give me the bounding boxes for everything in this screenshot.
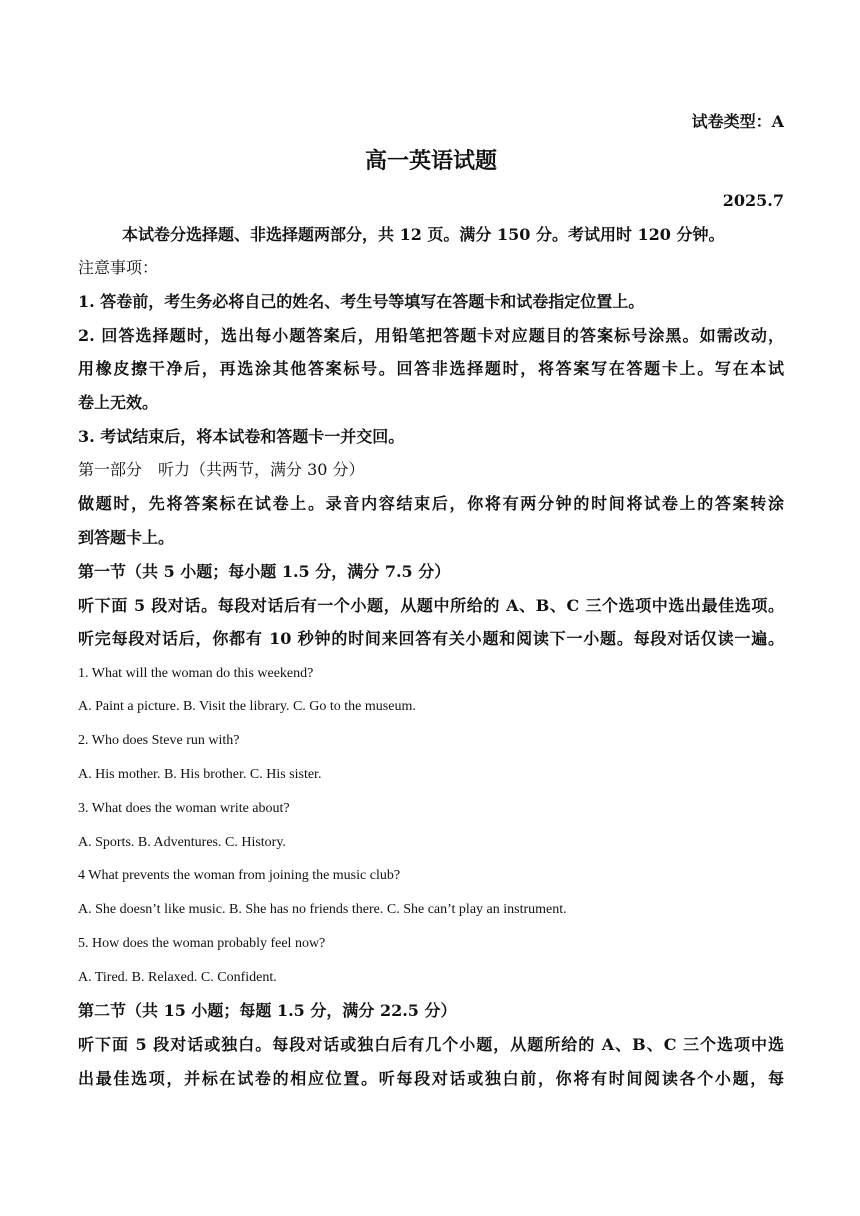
question-4: 4 What prevents the woman from joining the music club? (78, 868, 401, 883)
section1-heading: 第一节（共 5 小题；每小题 1.5 分，满分 7.5 分） (78, 562, 451, 581)
notes-heading: 注意事项： (78, 258, 159, 277)
question-2-options: A. His mother. B. His brother. C. His sister. (78, 767, 322, 782)
part1-instructions-line-2: 到答题卡上。 (78, 528, 175, 547)
part1-heading: 第一部分 听力（共两节，满分 30 分） (78, 460, 365, 479)
note-item-1: 1. 答卷前，考生务必将自己的姓名、考生号等填写在答题卡和试卷指定位置上。 (78, 292, 645, 311)
note-item-3: 3. 考试结束后，将本试卷和答题卡一并交回。 (78, 427, 405, 446)
question-3-options: A. Sports. B. Adventures. C. History. (78, 835, 286, 850)
question-1: 1. What will the woman do this weekend? (78, 666, 314, 681)
question-2: 2. Who does Steve run with? (78, 733, 240, 748)
note-item-2-line-2: 用橡皮擦干净后，再选涂其他答案标号。回答非选择题时，将答案写在答题卡上。写在本试 (78, 359, 784, 378)
page-title: 高一英语试题 (364, 148, 497, 174)
section1-instructions-line-2: 听完每段对话后，你都有 10 秒钟的时间来回答有关小题和阅读下一小题。每段对话仅读一遍。 (78, 629, 784, 648)
question-1-options: A. Paint a picture. B. Visit the library. C. Go to the museum. (78, 699, 416, 714)
question-4-options: A. She doesn’t like music. B. She has no friends there. C. She can’t play an instrument. (78, 902, 567, 917)
section2-instructions-line-1: 听下面 5 段对话或独白。每段对话或独白后有几个小题，从题所给的 A、B、C 三个选项中选 (78, 1035, 784, 1054)
section2-instructions-line-2: 出最佳选项，并标在试卷的相应位置。听每段对话或独白前，你将有时间阅读各个小题，每 (78, 1069, 784, 1088)
part1-instructions-line-1: 做题时，先将答案标在试卷上。录音内容结束后，你将有两分钟的时间将试卷上的答案转涂 (78, 494, 784, 513)
paper-type: 试卷类型：A (691, 112, 784, 131)
note-item-2-line-3: 卷上无效。 (78, 393, 159, 412)
intro-text: 本试卷分选择题、非选择题两部分，共 12 页。满分 150 分。考试用时 120 分钟。 (122, 225, 725, 244)
question-5: 5. How does the woman probably feel now? (78, 936, 326, 951)
section2-heading: 第二节（共 15 小题；每题 1.5 分，满分 22.5 分） (78, 1001, 457, 1020)
note-item-2-line-1: 2. 回答选择题时，选出每小题答案后，用铅笔把答题卡对应题目的答案标号涂黑。如需改动， (78, 326, 784, 345)
exam-date: 2025.7 (722, 191, 784, 210)
section1-instructions-line-1: 听下面 5 段对话。每段对话后有一个小题，从题中所给的 A、B、C 三个选项中选出最佳选项。 (78, 596, 784, 615)
question-3: 3. What does the woman write about? (78, 801, 290, 816)
question-5-options: A. Tired. B. Relaxed. C. Confident. (78, 970, 277, 985)
